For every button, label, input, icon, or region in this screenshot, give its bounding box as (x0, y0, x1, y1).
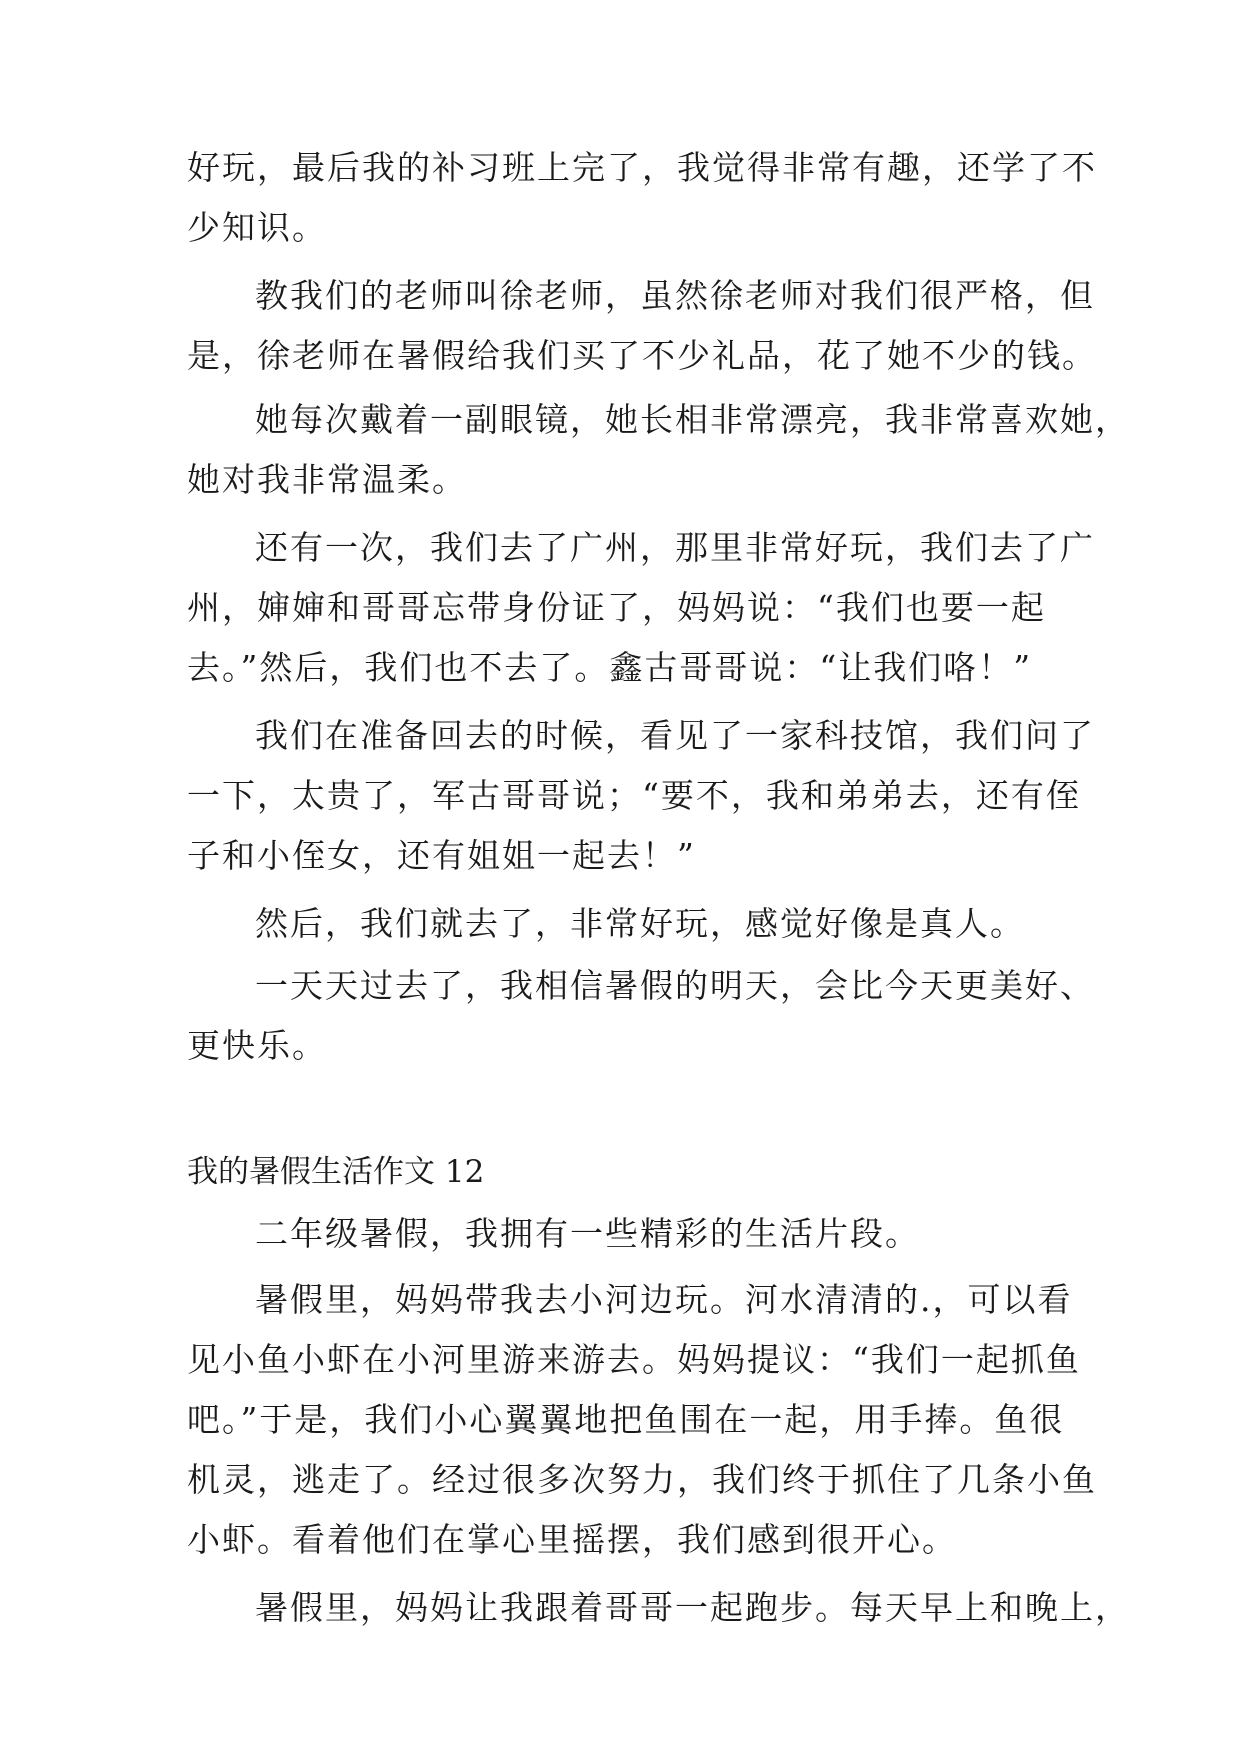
text-line: 一下，太贵了，军古哥哥说；“要不，我和弟弟去，还有侄 (187, 776, 1081, 815)
text-line: 州，婶婶和哥哥忘带身份证了，妈妈说：“我们也要一起 (187, 588, 1046, 627)
text-line: 少知识。 (187, 208, 327, 247)
text-line: 吧。”于是，我们小心翼翼地把鱼围在一起，用手捧。鱼很 (187, 1400, 1065, 1439)
text-line: 然后，我们就去了，非常好玩，感觉好像是真人。 (255, 904, 1025, 943)
text-line: 还有一次，我们去了广州，那里非常好玩，我们去了广 (255, 528, 1095, 567)
text-line: 暑假里，妈妈让我跟着哥哥一起跑步。每天早上和晚上， (255, 1588, 1130, 1627)
text-line: 去。”然后，我们也不去了。鑫古哥哥说：“让我们咯！” (187, 648, 1033, 687)
text-line: 子和小侄女，还有姐姐一起去！” (187, 836, 696, 875)
text-line: 更快乐。 (187, 1026, 327, 1065)
text-line: 是，徐老师在暑假给我们买了不少礼品，花了她不少的钱。 (187, 336, 1097, 375)
text-line: 一天天过去了，我相信暑假的明天，会比今天更美好、 (255, 966, 1095, 1005)
section-heading: 我的暑假生活作文 12 (187, 1154, 485, 1190)
text-line: 好玩，最后我的补习班上完了，我觉得非常有趣，还学了不 (187, 148, 1097, 187)
text-line: 我们在准备回去的时候，看见了一家科技馆，我们问了 (255, 716, 1095, 755)
text-line: 见小鱼小虾在小河里游来游去。妈妈提议：“我们一起抓鱼 (187, 1340, 1081, 1379)
text-line: 机灵，逃走了。经过很多次努力，我们终于抓住了几条小鱼 (187, 1460, 1097, 1499)
text-line: 二年级暑假，我拥有一些精彩的生活片段。 (255, 1214, 920, 1253)
text-line: 小虾。看着他们在掌心里摇摆，我们感到很开心。 (187, 1520, 957, 1559)
text-line: 暑假里，妈妈带我去小河边玩。河水清清的.，可以看 (255, 1280, 1073, 1319)
text-line: 教我们的老师叫徐老师，虽然徐老师对我们很严格，但 (255, 276, 1095, 315)
text-line: 她每次戴着一副眼镜，她长相非常漂亮，我非常喜欢她， (255, 400, 1130, 439)
text-line: 她对我非常温柔。 (187, 460, 467, 499)
